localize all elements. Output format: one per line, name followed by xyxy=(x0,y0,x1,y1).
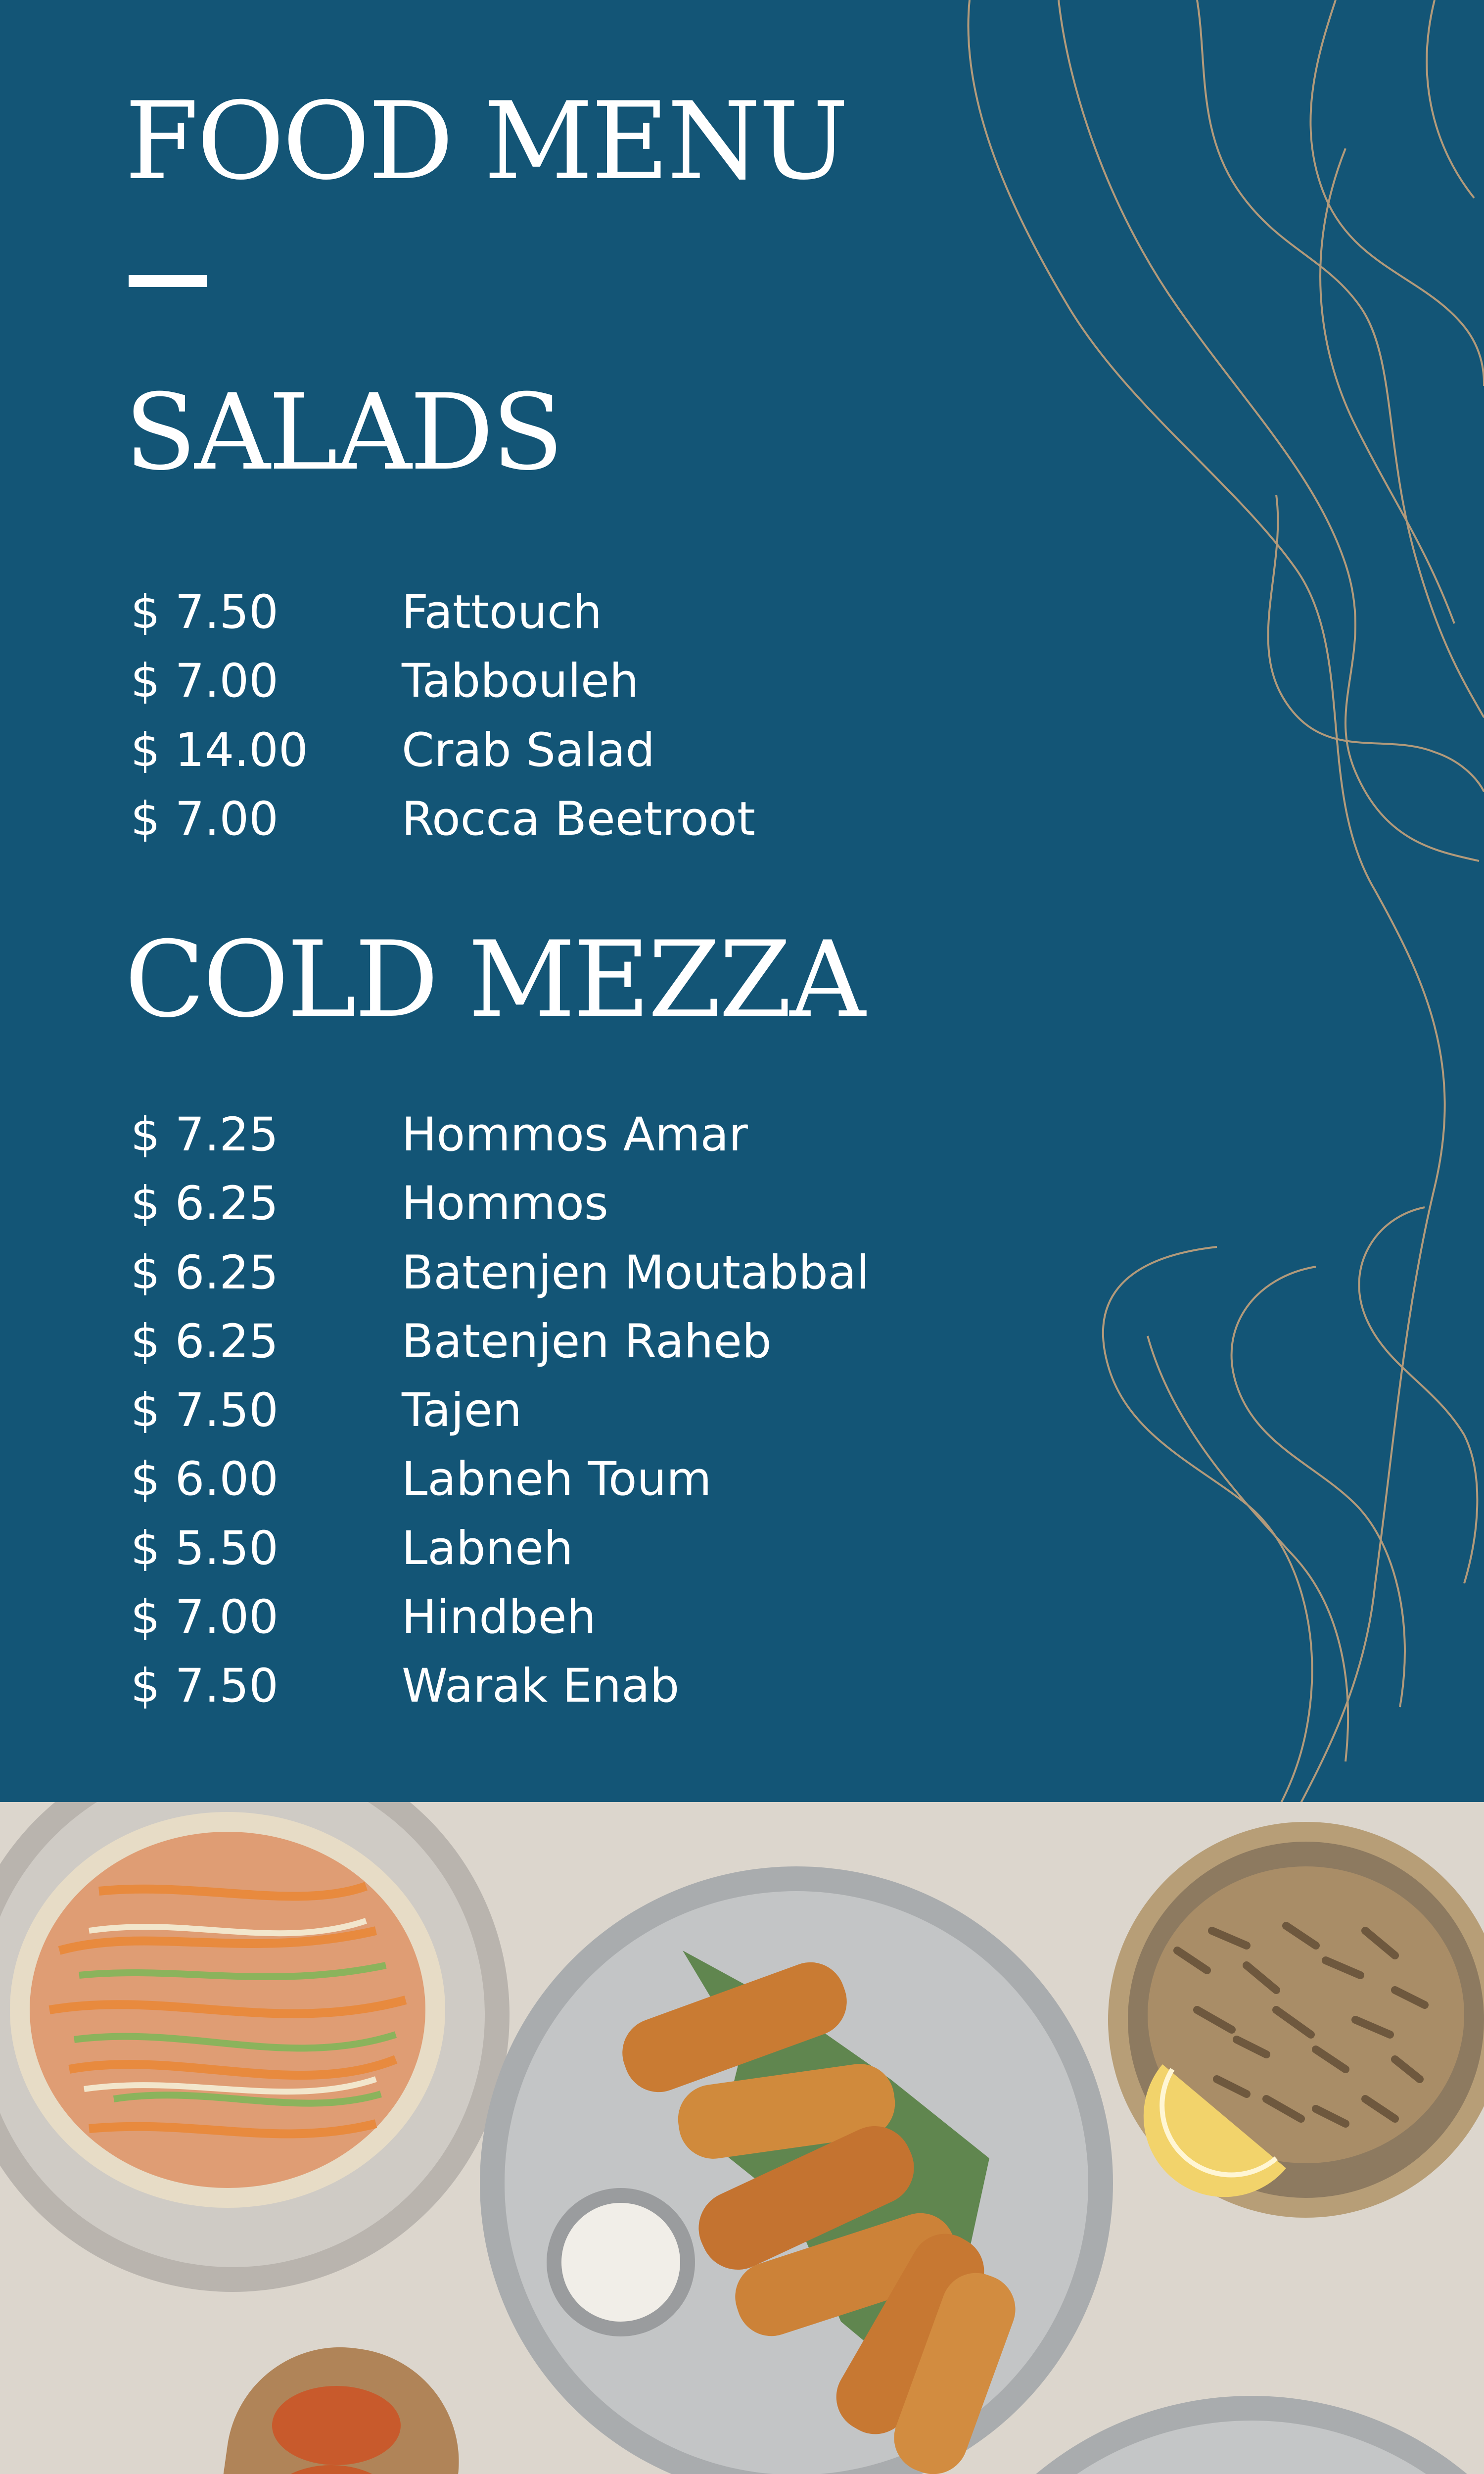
cold-mezza-list xyxy=(131,1100,1120,1721)
item-price: $ 7.25 xyxy=(131,1108,278,1162)
item-price: $ 7.50 xyxy=(131,585,278,639)
menu-item-labneh-toum xyxy=(131,1445,1120,1514)
menu-item-hommos xyxy=(131,1169,1120,1238)
item-price: $ 14.00 xyxy=(131,723,308,777)
item-name: Tajen xyxy=(402,1383,522,1438)
menu-item-labneh xyxy=(131,1514,1120,1583)
menu-item-batenjen-moutabbal xyxy=(131,1238,1120,1307)
item-name: Warak Enab xyxy=(402,1659,680,1713)
menu-item-hindbeh xyxy=(131,1583,1120,1652)
menu-item-tabbouleh xyxy=(131,647,1120,715)
salads-list xyxy=(131,578,1120,854)
item-name: Tabbouleh xyxy=(402,654,639,709)
menu-item-crab-salad xyxy=(131,716,1120,785)
kataifi-plate xyxy=(480,1866,1113,2474)
item-name: Crab Salad xyxy=(402,723,655,777)
section-heading-cold-mezza: COLD MEZZA xyxy=(125,918,864,1041)
title-divider xyxy=(129,275,207,287)
item-name: Hindbeh xyxy=(402,1590,597,1645)
item-price: $ 7.00 xyxy=(131,654,278,709)
item-name: Labneh Toum xyxy=(402,1452,712,1507)
section-heading-salads: SALADS xyxy=(125,371,562,493)
item-name: Batenjen Raheb xyxy=(402,1314,772,1369)
item-price: $ 6.25 xyxy=(131,1245,278,1300)
item-price: $ 7.50 xyxy=(131,1659,278,1713)
item-price: $ 6.25 xyxy=(131,1177,278,1231)
item-name: Hommos xyxy=(402,1177,608,1231)
menu-item-hommos-amar xyxy=(131,1100,1120,1169)
item-price: $ 7.00 xyxy=(131,792,278,846)
food-photo-illustration xyxy=(0,1802,1484,2474)
item-name: Labneh xyxy=(402,1521,573,1575)
item-name: Hommos Amar xyxy=(402,1108,748,1162)
item-name: Fattouch xyxy=(402,585,603,639)
menu-title: FOOD MENU xyxy=(125,79,847,203)
food-photo xyxy=(0,1802,1484,2474)
item-name: Batenjen Moutabbal xyxy=(402,1245,870,1300)
menu-item-fattouch xyxy=(131,578,1120,647)
menu-item-rocca-beetroot xyxy=(131,785,1120,854)
item-price: $ 5.50 xyxy=(131,1521,278,1575)
menu-item-batenjen-raheb xyxy=(131,1307,1120,1376)
item-price: $ 6.00 xyxy=(131,1452,278,1507)
menu-item-warak-enab xyxy=(131,1652,1120,1720)
menu-item-tajen xyxy=(131,1376,1120,1445)
item-price: $ 7.00 xyxy=(131,1590,278,1645)
item-name: Rocca Beetroot xyxy=(402,792,755,846)
item-price: $ 7.50 xyxy=(131,1383,278,1438)
item-price: $ 6.25 xyxy=(131,1314,278,1369)
